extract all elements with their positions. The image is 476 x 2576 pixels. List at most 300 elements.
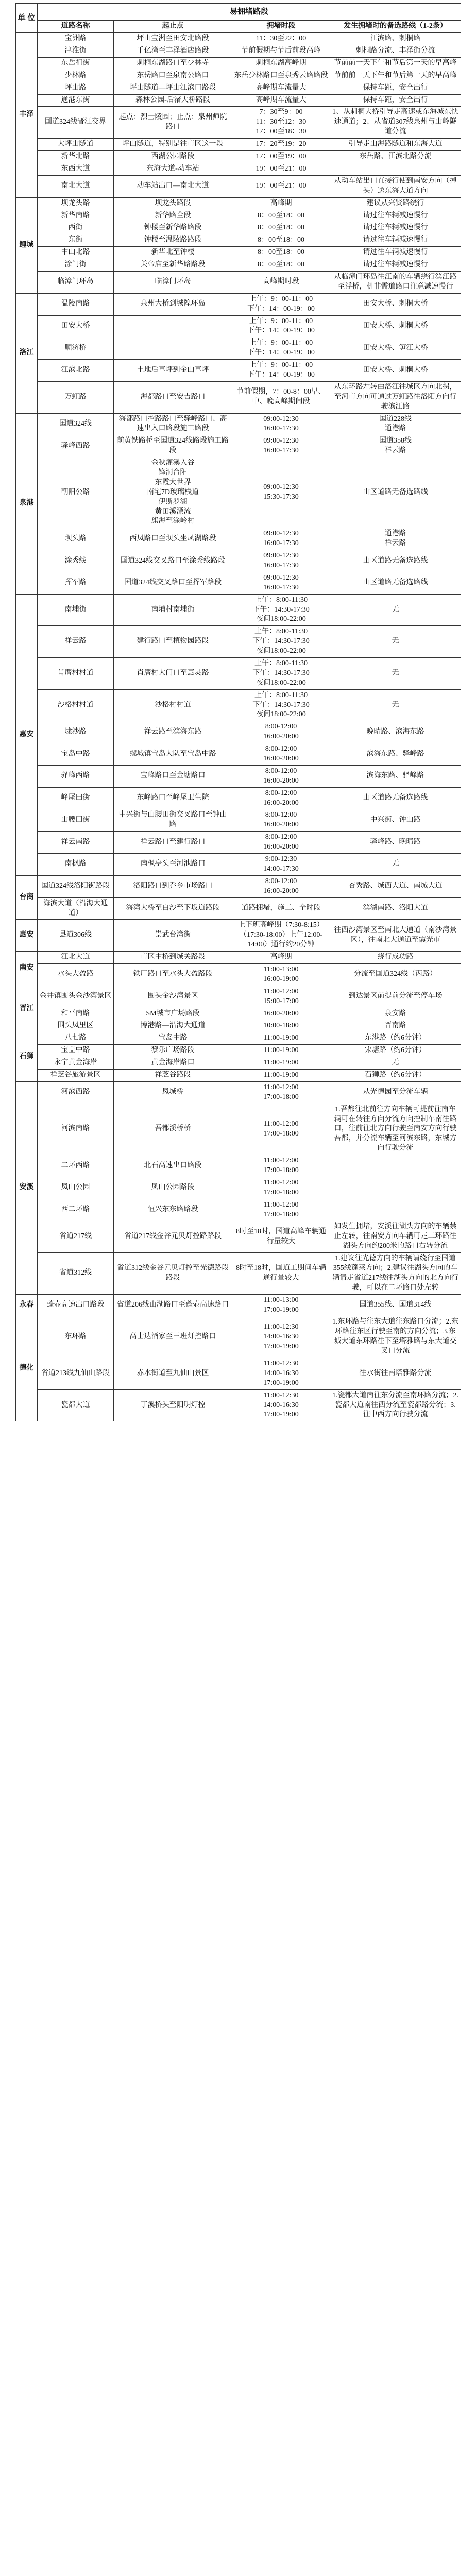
section-cell: 市区中桥到城关路段 xyxy=(114,952,232,964)
alternative-route-cell: 请过往车辆减速慢行 xyxy=(330,259,461,272)
table-row xyxy=(16,151,461,163)
peak-period-cell: 09:00-12:30 15:30-17:30 xyxy=(232,457,330,528)
road-name-cell: 涂秀线 xyxy=(38,550,114,572)
alternative-route-cell: 田安大桥、刺桐大桥 xyxy=(330,360,461,382)
road-name-cell: 江滨北路 xyxy=(38,360,114,382)
peak-period-cell: 11:00-12:30 14:00-16:30 17:00-19:00 xyxy=(232,1316,330,1358)
alternative-route-cell: 无 xyxy=(330,854,461,876)
road-name-cell: 凤山公园 xyxy=(38,1177,114,1199)
section-cell: 建行路口至植物园路段 xyxy=(114,626,232,658)
road-name-cell: 蓬壶高速出口路段 xyxy=(38,1294,114,1316)
section-cell: 坪山隧道，特别是往市区这一段 xyxy=(114,139,232,151)
unit-cell: 泉港 xyxy=(16,413,38,594)
peak-period-cell: 上午：8:00-11:30 下午：14:30-17:30 夜间18:00-22:00 xyxy=(232,626,330,658)
peak-period-cell: 09:00-12:30 16:00-17:30 xyxy=(232,413,330,435)
section-cell xyxy=(114,337,232,360)
alternative-route-cell: 田安大桥、笋江大桥 xyxy=(330,337,461,360)
peak-period-cell: 上午：8:00-11:30 下午：14:30-17:30 夜间18:00-22:00 xyxy=(232,689,330,721)
table-row xyxy=(16,1069,461,1081)
peak-period-cell: 上午：8:00-11:30 下午：14:30-17:30 夜间18:00-22:00 xyxy=(232,658,330,690)
section-cell: 国道324线交叉路口至挥军路段 xyxy=(114,572,232,594)
road-name-cell: 国道324线 xyxy=(38,413,114,435)
road-name-cell: 二环西路 xyxy=(38,1155,114,1177)
alternative-route-cell: 滨湖南路、洛阳大道 xyxy=(330,897,461,920)
road-name-cell: 田安大桥 xyxy=(38,315,114,337)
road-name-cell: 省道217线 xyxy=(38,1221,114,1253)
alternative-route-cell: 请过往车辆减速慢行 xyxy=(330,210,461,222)
unit-cell: 南安 xyxy=(16,952,38,986)
road-name-cell: 东西大道 xyxy=(38,163,114,175)
table-group-title: 易拥堵路段 xyxy=(38,4,461,21)
table-row xyxy=(16,658,461,690)
alternative-route-cell: 石狮路（约6分钟） xyxy=(330,1069,461,1081)
unit-cell: 德化 xyxy=(16,1316,38,1421)
road-name-cell: 驿峰西路 xyxy=(38,765,114,787)
unit-cell: 永春 xyxy=(16,1294,38,1316)
road-name-cell: 朝阳公路 xyxy=(38,457,114,528)
table-body xyxy=(16,33,461,1421)
peak-period-cell: 11:00-12:00 17:00-18:00 xyxy=(232,1199,330,1221)
alternative-route-cell: 绕行成功路 xyxy=(330,952,461,964)
road-name-cell: 南埔街 xyxy=(38,594,114,626)
table-row xyxy=(16,381,461,413)
road-name-cell: 万虹路 xyxy=(38,381,114,413)
section-cell: 东岳路口至泉南公路口 xyxy=(114,70,232,82)
alternative-route-cell: 中兴街、钟山路 xyxy=(330,809,461,832)
road-name-cell: 通港东街 xyxy=(38,94,114,107)
table-row xyxy=(16,259,461,272)
section-cell: 恒兴东东路路段 xyxy=(114,1199,232,1221)
road-name-cell: 临漳门环岛 xyxy=(38,271,114,293)
alternative-route-cell: 节前前一天下午和节后第一天的早高峰 xyxy=(330,57,461,70)
road-name-cell: 祥云南路 xyxy=(38,832,114,854)
alternative-route-cell: 请过往车辆减速慢行 xyxy=(330,247,461,259)
road-name-cell: 驿峰西路 xyxy=(38,435,114,457)
section-cell: 省道206线山湖路口至蓬壶高速路口 xyxy=(114,1294,232,1316)
section-cell: 坝龙头路段 xyxy=(114,197,232,210)
alternative-route-cell: 晚晴路、滨海东路 xyxy=(330,721,461,743)
road-name-cell: 中山北路 xyxy=(38,247,114,259)
peak-period-cell: 上午：9：00-11：00 下午：14：00-19：00 xyxy=(232,315,330,337)
road-name-cell: 南枫路 xyxy=(38,854,114,876)
peak-period-cell: 11:00-12:00 15:00-17:00 xyxy=(232,986,330,1008)
road-name-cell: 省道312线 xyxy=(38,1253,114,1295)
road-name-cell: 西二环路 xyxy=(38,1199,114,1221)
section-cell: 洛阳路口到乔乡市场路口 xyxy=(114,875,232,897)
alternative-route-cell: 从临漳门环岛往江南的车辆绕行滨江路至浮桥，机非需道路口注意减速慢行 xyxy=(330,271,461,293)
table-row xyxy=(16,210,461,222)
road-name-cell: 东岳祖街 xyxy=(38,57,114,70)
peak-period-cell: 16:00-20:00 xyxy=(232,1008,330,1020)
peak-period-cell: 19：00至21：00 xyxy=(232,163,330,175)
road-name-cell: 金井镇围头金沙湾景区 xyxy=(38,986,114,1008)
peak-period-cell: 17：20至19：20 xyxy=(232,139,330,151)
section-cell: 海都路口至安吉路口 xyxy=(114,381,232,413)
section-cell: 坪山宝洲至田安北路段 xyxy=(114,33,232,45)
table-row xyxy=(16,1020,461,1032)
section-cell: 螺城镇宝岛大队至宝岛中路 xyxy=(114,743,232,766)
road-name-cell: 宝岛中路 xyxy=(38,743,114,766)
peak-period-cell: 9:00-12:30 14:00-17:30 xyxy=(232,854,330,876)
peak-period-cell: 8：00至18：00 xyxy=(232,222,330,234)
road-name-cell: 津淮街 xyxy=(38,45,114,58)
road-name-cell: 和平南路 xyxy=(38,1008,114,1020)
peak-period-cell: 高峰期车流量大 xyxy=(232,94,330,107)
peak-period-cell: 09:00-12:30 16:00-17:30 xyxy=(232,528,330,550)
table-row xyxy=(16,1294,461,1316)
table-row xyxy=(16,175,461,197)
section-cell: 崇武台湾街 xyxy=(114,920,232,952)
section-cell: 赤水街道至九仙山景区 xyxy=(114,1358,232,1390)
table-row xyxy=(16,689,461,721)
table-row xyxy=(16,986,461,1008)
table-row xyxy=(16,1155,461,1177)
peak-period-cell: 8：00至18：00 xyxy=(232,247,330,259)
section-cell: 泉州大桥到城隍环岛 xyxy=(114,293,232,315)
section-cell: 吾都溪桥桥 xyxy=(114,1104,232,1155)
section-cell: 海湾大桥至白沙至下坂道路段 xyxy=(114,897,232,920)
road-name-cell: 围头凤里区 xyxy=(38,1020,114,1032)
unit-cell: 洛江 xyxy=(16,293,38,413)
section-cell: 千亿湾至丰泽酒店路段 xyxy=(114,45,232,58)
road-name-cell: 坪山路 xyxy=(38,82,114,94)
peak-period-cell: 19：00至21：00 xyxy=(232,175,330,197)
alternative-route-cell: 1.东环路与往东大道往东路口分流；2.东环路往东区行驶至南的方向分流；3.东城大道东环路往下至塔雅路与东大道交叉口分流 xyxy=(330,1316,461,1358)
peak-period-cell: 8时至18时，国道高峰车辆通行量较大 xyxy=(232,1221,330,1253)
alternative-route-cell: 国道358线 祥云路 xyxy=(330,435,461,457)
table-row xyxy=(16,94,461,107)
peak-period-cell: 上下班高峰期（7:30-8:15）（17:30-18:00）上午12:00-14:00）通行约20分钟 xyxy=(232,920,330,952)
peak-period-cell: 上午：9：00-11：00 下午：14：00-19：00 xyxy=(232,293,330,315)
table-row xyxy=(16,1253,461,1295)
peak-period-cell: 上午：8:00-11:30 下午：14:30-17:30 夜间18:00-22:00 xyxy=(232,594,330,626)
road-name-cell: 新华北路 xyxy=(38,151,114,163)
alternative-route-cell: 驿峰路、晚晴路 xyxy=(330,832,461,854)
table-row xyxy=(16,920,461,952)
alternative-route-cell: 节前前一天下午和节后第一天的早高峰 xyxy=(330,70,461,82)
peak-period-cell: 高峰期 xyxy=(232,952,330,964)
road-name-cell: 东街 xyxy=(38,234,114,247)
alternative-route-cell: 引导走山海路隧道和东海大道 xyxy=(330,139,461,151)
alternative-route-cell xyxy=(330,1177,461,1199)
table-row xyxy=(16,594,461,626)
table-row xyxy=(16,1316,461,1358)
section-cell xyxy=(114,315,232,337)
section-cell: 凤城桥 xyxy=(114,1081,232,1104)
peak-period-cell: 11:00-12:30 14:00-16:30 17:00-19:00 xyxy=(232,1358,330,1390)
alternative-route-cell: 保持车距，安全出行 xyxy=(330,82,461,94)
unit-cell: 台商 xyxy=(16,875,38,920)
table-row xyxy=(16,1389,461,1421)
alternative-route-cell: 无 xyxy=(330,1057,461,1070)
section-cell: 新华北至钟楼 xyxy=(114,247,232,259)
peak-period-cell: 11:00-19:00 xyxy=(232,1045,330,1057)
peak-period-cell: 道路拥堵，施工、全时段 xyxy=(232,897,330,920)
peak-period-cell: 17：00至19：00 xyxy=(232,151,330,163)
table-row xyxy=(16,1221,461,1253)
table-row xyxy=(16,952,461,964)
alternative-route-cell: 滨海东路、驿峰路 xyxy=(330,765,461,787)
table-row xyxy=(16,963,461,986)
table-row xyxy=(16,1057,461,1070)
table-row xyxy=(16,1008,461,1020)
road-name-cell: 新华南路 xyxy=(38,210,114,222)
section-cell: 动车站出口—南北大道 xyxy=(114,175,232,197)
alternative-route-cell: 山区道路无备选路线 xyxy=(330,457,461,528)
peak-period-cell: 8:00-12:00 16:00-20:00 xyxy=(232,765,330,787)
peak-period-cell: 09:00-12:30 16:00-17:30 xyxy=(232,550,330,572)
table-row xyxy=(16,626,461,658)
alternative-route-cell: 请过往车辆减速慢行 xyxy=(330,222,461,234)
road-name-cell: 省道213线九仙山路段 xyxy=(38,1358,114,1390)
road-name-cell: 山腰田街 xyxy=(38,809,114,832)
section-cell: 丁溪桥头至阳明灯控 xyxy=(114,1389,232,1421)
table-row xyxy=(16,1358,461,1390)
peak-period-cell: 11:00-12:00 17:00-18:00 xyxy=(232,1081,330,1104)
section-cell: 南埔村南埔街 xyxy=(114,594,232,626)
alternative-route-cell: 到达景区前提前分流至停车场 xyxy=(330,986,461,1008)
unit-cell: 鲤城 xyxy=(16,197,38,293)
section-cell: 围头金沙湾景区 xyxy=(114,986,232,1008)
table-row xyxy=(16,1032,461,1045)
road-name-cell: 河滨西路 xyxy=(38,1081,114,1104)
road-name-cell: 海滨大道（沿海大通道） xyxy=(38,897,114,920)
alternative-route-cell: 从东环路左转由洛江往城区方向北拐，至河市方向可通过万虹路往洛阳方向行驶滨江路 xyxy=(330,381,461,413)
peak-period-cell: 8：00至18：00 xyxy=(232,259,330,272)
alternative-route-cell: 如发生拥堵，安溪往湖头方向的车辆禁止左转，往南安方向车辆可走二环路往湖头方向约200米的路口右转分流 xyxy=(330,1221,461,1253)
peak-period-cell: 09:00-12:30 16:00-17:30 xyxy=(232,435,330,457)
alternative-route-cell: 国道228线 通港路 xyxy=(330,413,461,435)
section-cell: 国道324线交叉路口至涂秀线路段 xyxy=(114,550,232,572)
road-name-cell: 沙格村村道 xyxy=(38,689,114,721)
peak-period-cell: 8时至18时，国道工期间车辆通行量较大 xyxy=(232,1253,330,1295)
section-cell: 钟楼至温陵路路段 xyxy=(114,234,232,247)
road-name-cell: 少林路 xyxy=(38,70,114,82)
road-name-cell: 祥芝谷旅游景区 xyxy=(38,1069,114,1081)
alternative-route-cell: 建议从兴贤路绕行 xyxy=(330,197,461,210)
peak-period-cell: 10:00-18:00 xyxy=(232,1020,330,1032)
road-name-cell: 肖厝村村道 xyxy=(38,658,114,690)
peak-period-cell: 09:00-12:30 16:00-17:30 xyxy=(232,572,330,594)
peak-period-cell: 11：30至22：00 xyxy=(232,33,330,45)
road-name-cell: 永宁黄金海岸 xyxy=(38,1057,114,1070)
peak-period-cell: 节前假期与节后前段高峰 xyxy=(232,45,330,58)
section-cell: 省道217线金谷元贝灯控路路段 xyxy=(114,1221,232,1253)
road-name-cell: 挥军路 xyxy=(38,572,114,594)
alternative-route-cell: 东港路（约6分钟） xyxy=(330,1032,461,1045)
section-cell: 沙格村村道 xyxy=(114,689,232,721)
road-name-cell: 坝龙头路 xyxy=(38,197,114,210)
section-cell: 黎乐广场路段 xyxy=(114,1045,232,1057)
section-cell: 新华路全段 xyxy=(114,210,232,222)
table-row xyxy=(16,360,461,382)
alternative-route-cell: 山区道路无备选路线 xyxy=(330,550,461,572)
alternative-route-cell: 无 xyxy=(330,658,461,690)
table-row xyxy=(16,1045,461,1057)
peak-period-cell: 8：00至18：00 xyxy=(232,210,330,222)
alternative-route-cell: 东岳路、江滨北路分流 xyxy=(330,151,461,163)
table-row xyxy=(16,234,461,247)
unit-header: 单 位 xyxy=(16,4,38,33)
table-row xyxy=(16,854,461,876)
table-row xyxy=(16,315,461,337)
road-name-cell: 东环路 xyxy=(38,1316,114,1358)
road-name-cell: 祥云路 xyxy=(38,626,114,658)
peak-period-cell: 8:00-12:00 16:00-20:00 xyxy=(232,809,330,832)
section-cell: 祥芝谷路段 xyxy=(114,1069,232,1081)
section-cell: 宝峰路口至金塘路口 xyxy=(114,765,232,787)
peak-period-cell: 高峰期 xyxy=(232,197,330,210)
table-row xyxy=(16,528,461,550)
peak-period-cell: 节前假期，7：00-8：00早、中、晚高峰期间段 xyxy=(232,381,330,413)
table-row xyxy=(16,337,461,360)
section-cell: 起点：烈士陵园；止点：泉州师院路口 xyxy=(114,107,232,139)
road-name-cell: 温陵南路 xyxy=(38,293,114,315)
peak-period-cell: 11:00-12:30 14:00-16:30 17:00-19:00 xyxy=(232,1389,330,1421)
table-row xyxy=(16,57,461,70)
congestion-table xyxy=(15,3,461,1421)
peak-period-cell: 上午：9：00-11：00 下午：14：00-19：00 xyxy=(232,360,330,382)
section-cell: 祥云路至滨海东路 xyxy=(114,721,232,743)
alternative-route-cell: 宋塘路（约6分钟） xyxy=(330,1045,461,1057)
table-row xyxy=(16,1199,461,1221)
peak-period-cell: 东岳少林路口至泉秀云路路段 xyxy=(232,70,330,82)
alternative-route-cell: 1.瓷都大道南往东分流至南环路分流；2.瓷都大道南往西分流至瓷都路分流；3.往中西方向行驶分流 xyxy=(330,1389,461,1421)
start-end-header: 起止点 xyxy=(114,21,232,33)
section-cell: 高士达酒家至三班灯控路口 xyxy=(114,1316,232,1358)
alternative-route-cell: 无 xyxy=(330,594,461,626)
peak-period-cell: 7：30至9：00 11：30至12：30 17：00至18：30 xyxy=(232,107,330,139)
table-row xyxy=(16,33,461,45)
section-cell: 钟楼至新华路路段 xyxy=(114,222,232,234)
alternative-route-cell: 无 xyxy=(330,626,461,658)
table-row xyxy=(16,1081,461,1104)
table-row xyxy=(16,222,461,234)
section-cell: 凤山公园路段 xyxy=(114,1177,232,1199)
alternative-route-cell: 杏秀路、城西大道、南城大道 xyxy=(330,875,461,897)
road-name-cell: 西街 xyxy=(38,222,114,234)
section-cell: 西湖公园路段 xyxy=(114,151,232,163)
alternative-route-cell: 山区道路无备选路线 xyxy=(330,572,461,594)
unit-cell: 石狮 xyxy=(16,1032,38,1082)
road-name-cell: 宝盖中路 xyxy=(38,1045,114,1057)
road-name-cell: 国道324线洛阳街路段 xyxy=(38,875,114,897)
section-cell: 黄金海岸路口 xyxy=(114,1057,232,1070)
alternative-route-header: 发生拥堵时的备选路线（1-2条） xyxy=(330,21,461,33)
road-name-cell: 河滨南路 xyxy=(38,1104,114,1155)
peak-period-header: 拥堵时段 xyxy=(232,21,330,33)
section-cell: 中兴街与山腰田街交叉路口至钟山路 xyxy=(114,809,232,832)
table-row xyxy=(16,809,461,832)
table-row xyxy=(16,765,461,787)
road-name-cell: 八七路 xyxy=(38,1032,114,1045)
alternative-route-cell: 往水街往南塔雅路分流 xyxy=(330,1358,461,1390)
unit-cell: 晋江 xyxy=(16,986,38,1032)
alternative-route-cell: 从光德园至分流车辆 xyxy=(330,1081,461,1104)
peak-period-cell: 11:00-19:00 xyxy=(232,1057,330,1070)
peak-period-cell: 高峰期车流量大 xyxy=(232,82,330,94)
road-name-cell: 宝洲路 xyxy=(38,33,114,45)
table-row xyxy=(16,82,461,94)
table-row xyxy=(16,70,461,82)
section-cell: 前黄铁路桥至国道324线路段施工路段 xyxy=(114,435,232,457)
unit-cell: 惠安 xyxy=(16,920,38,952)
table-row xyxy=(16,163,461,175)
peak-period-cell: 11:00-12:00 17:00-18:00 xyxy=(232,1155,330,1177)
section-cell: 祥云路口至建行路口 xyxy=(114,832,232,854)
road-name-cell: 南北大道 xyxy=(38,175,114,197)
alternative-route-cell xyxy=(330,163,461,175)
alternative-route-cell: 1.吾都往北前往方向车辆可提前往南车辆可在转往方向分流方向控制车南往路口，往前往北方向行驶至南安方向行驶吾都，并分流车辆至河滨东路，东城方向行驶分流 xyxy=(330,1104,461,1155)
section-cell: 海都路口控路路口至驿峰路口、高速出入口路段施工路段 xyxy=(114,413,232,435)
peak-period-cell: 11:00-13:00 17:00-19:00 xyxy=(232,1294,330,1316)
section-cell: 肖厝村大门口至惠灵路 xyxy=(114,658,232,690)
peak-period-cell: 11:00-19:00 xyxy=(232,1069,330,1081)
peak-period-cell: 11:00-12:00 17:00-18:00 xyxy=(232,1177,330,1199)
section-cell: 森林公园-后渚大桥路段 xyxy=(114,94,232,107)
section-cell: 博港路—沿海大通道 xyxy=(114,1020,232,1032)
alternative-route-cell: 保持车距，安全出行 xyxy=(330,94,461,107)
table-row xyxy=(16,435,461,457)
section-cell: 西凤路口至坝头坐凤湖路段 xyxy=(114,528,232,550)
section-cell: 临漳门环岛 xyxy=(114,271,232,293)
section-cell: 坪山隧道—坪山江滨口路段 xyxy=(114,82,232,94)
road-name-header: 道路名称 xyxy=(38,21,114,33)
peak-period-cell: 高峰期时段 xyxy=(232,271,330,293)
alternative-route-cell xyxy=(330,1155,461,1177)
section-cell: 刺桐东湖路口至少林寺 xyxy=(114,57,232,70)
section-cell: 北石高速出口路段 xyxy=(114,1155,232,1177)
table-row xyxy=(16,271,461,293)
section-cell: SM城市广场路段 xyxy=(114,1008,232,1020)
alternative-route-cell xyxy=(330,1199,461,1221)
table-row xyxy=(16,197,461,210)
alternative-route-cell: 晋南路 xyxy=(330,1020,461,1032)
unit-cell: 惠安 xyxy=(16,594,38,875)
peak-period-cell: 8:00-12:00 16:00-20:00 xyxy=(232,875,330,897)
table-row xyxy=(16,550,461,572)
alternative-route-cell: 往西沙湾景区至南北大通道（南沙湾景区），往南北大通道至霞光市 xyxy=(330,920,461,952)
table-row xyxy=(16,107,461,139)
section-cell: 金秋灌溪入谷 锋洞台阳 东霞大世界 南宅7D玻璃栈道 伊斯罗湖 黄田溪漂流 旗海至涂岭村 xyxy=(114,457,232,528)
peak-period-cell: 11:00-12:00 17:00-18:00 xyxy=(232,1104,330,1155)
road-name-cell: 瓷都大道 xyxy=(38,1389,114,1421)
alternative-route-cell: 刺桐路分流、丰泽街分流 xyxy=(330,45,461,58)
section-cell: 东海大道-动车站 xyxy=(114,163,232,175)
peak-period-cell: 刺桐东湖高峰期 xyxy=(232,57,330,70)
table-row xyxy=(16,787,461,809)
peak-period-cell: 8:00-12:00 16:00-20:00 xyxy=(232,832,330,854)
alternative-route-cell: 江滨路、刺桐路 xyxy=(330,33,461,45)
alternative-route-cell: 国道355线、国道314线 xyxy=(330,1294,461,1316)
section-cell: 铁厂路口至水头大盈路段 xyxy=(114,963,232,986)
table-row xyxy=(16,721,461,743)
peak-period-cell: 上午：9：00-11：00 下午：14：00-19：00 xyxy=(232,337,330,360)
alternative-route-cell: 田安大桥、刺桐大桥 xyxy=(330,315,461,337)
road-name-cell: 峰尾田街 xyxy=(38,787,114,809)
table-row xyxy=(16,897,461,920)
peak-period-cell: 8:00-12:00 16:00-20:00 xyxy=(232,721,330,743)
table-row xyxy=(16,875,461,897)
alternative-route-cell: 1.建议往光德方向的车辆请绕行至国道355线蓬莱方向；2.建议往湖头方向的车辆请走省道217线往湖头方向的北方向行驶，可以在二环路口处左转 xyxy=(330,1253,461,1295)
table-row xyxy=(16,45,461,58)
table-row xyxy=(16,1177,461,1199)
section-cell: 宝岛中路 xyxy=(114,1032,232,1045)
unit-cell: 丰泽 xyxy=(16,33,38,197)
road-name-cell: 涂门街 xyxy=(38,259,114,272)
road-name-cell: 坝头路 xyxy=(38,528,114,550)
section-cell: 关帝庙至新华路路段 xyxy=(114,259,232,272)
